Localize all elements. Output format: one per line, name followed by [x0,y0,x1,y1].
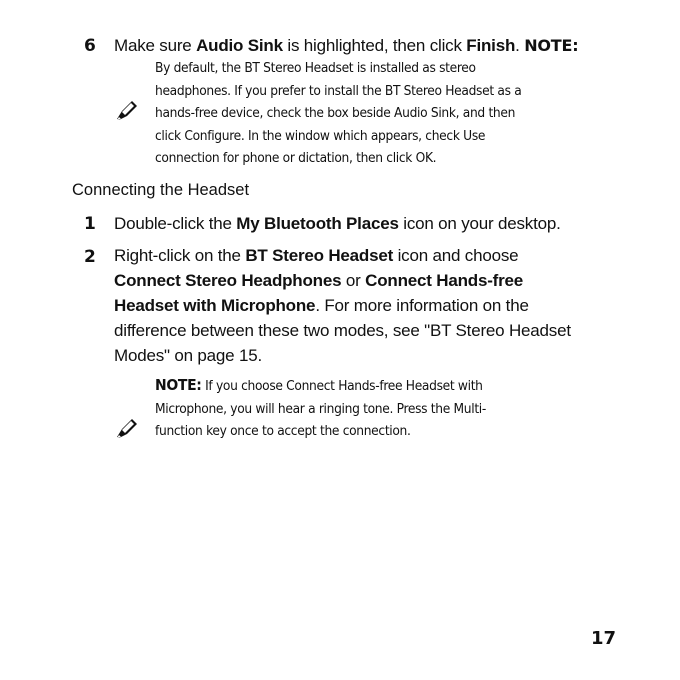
note-1-line: hands-free device, check the box beside Audio Sink, and then [155,106,516,121]
connect-hands-free-term: Connect Hands-free [365,271,524,290]
note-1-line: headphones. If you prefer to install the BT Stereo Headset as a [155,83,522,99]
note-2-line [155,374,486,399]
note-2-line: function key once to accept the connection. [155,424,411,439]
note-icon [113,417,139,441]
note-label: NOTE: [155,376,202,394]
note-label: NOTE: [524,36,579,55]
step-2-line: difference between these two modes, see "BT Stereo Headset [114,321,571,340]
step-2-text-part: or [341,271,366,290]
step-2-text-part: icon and choose [393,246,519,265]
step-6-text-part: Make sure [114,36,197,55]
step-2-line: Modes" on page 15. [114,346,262,365]
note-1-line: By default, the BT Stereo Headset is installed as stereo [155,61,476,76]
step-2-text [114,243,571,368]
step-2-number: 2 [84,247,96,267]
step-1-text-part: Double-click the [114,214,237,233]
finish-term: Finish [466,36,516,55]
step-2-line [114,243,571,268]
bt-stereo-headset-term: BT Stereo Headset [245,246,394,265]
step-2-text-part: Right-click on the [114,246,246,265]
step-2-line [114,293,571,318]
audio-sink-term: Audio Sink [196,36,283,55]
step-1-text [114,211,561,236]
step-6-text-part: . [515,36,525,55]
my-bluetooth-places-term: My Bluetooth Places [236,214,399,233]
step-6-text-part: is highlighted, then click [282,36,467,55]
step-1-number: 1 [84,214,96,234]
pencil-note-icon [113,417,139,441]
note-2-text-part: If you choose Connect Hands-free Headset with [201,379,483,394]
section-heading: Connecting the Headset [72,181,250,199]
note-2-line: Microphone, you will hear a ringing tone. Press the Multi- [155,401,486,417]
note-2-text [155,374,486,444]
pencil-note-icon [113,99,139,123]
page-number: 17 [591,628,617,649]
step-2-text-part: . For more information on the [315,296,529,315]
note-1-text [155,58,521,171]
note-1-line: connection for phone or dictation, then click OK. [155,151,437,166]
step-6-text [114,33,578,58]
note-1-line: click Configure. In the window which appears, check Use [155,128,486,144]
connect-stereo-headphones-term: Connect Stereo Headphones [114,271,342,290]
step-1-text-part: icon on your desktop. [398,214,561,233]
step-6-number: 6 [84,36,96,56]
step-2-line [114,268,571,293]
note-icon [113,99,139,123]
headset-with-microphone-term: Headset with Microphone [114,296,316,315]
